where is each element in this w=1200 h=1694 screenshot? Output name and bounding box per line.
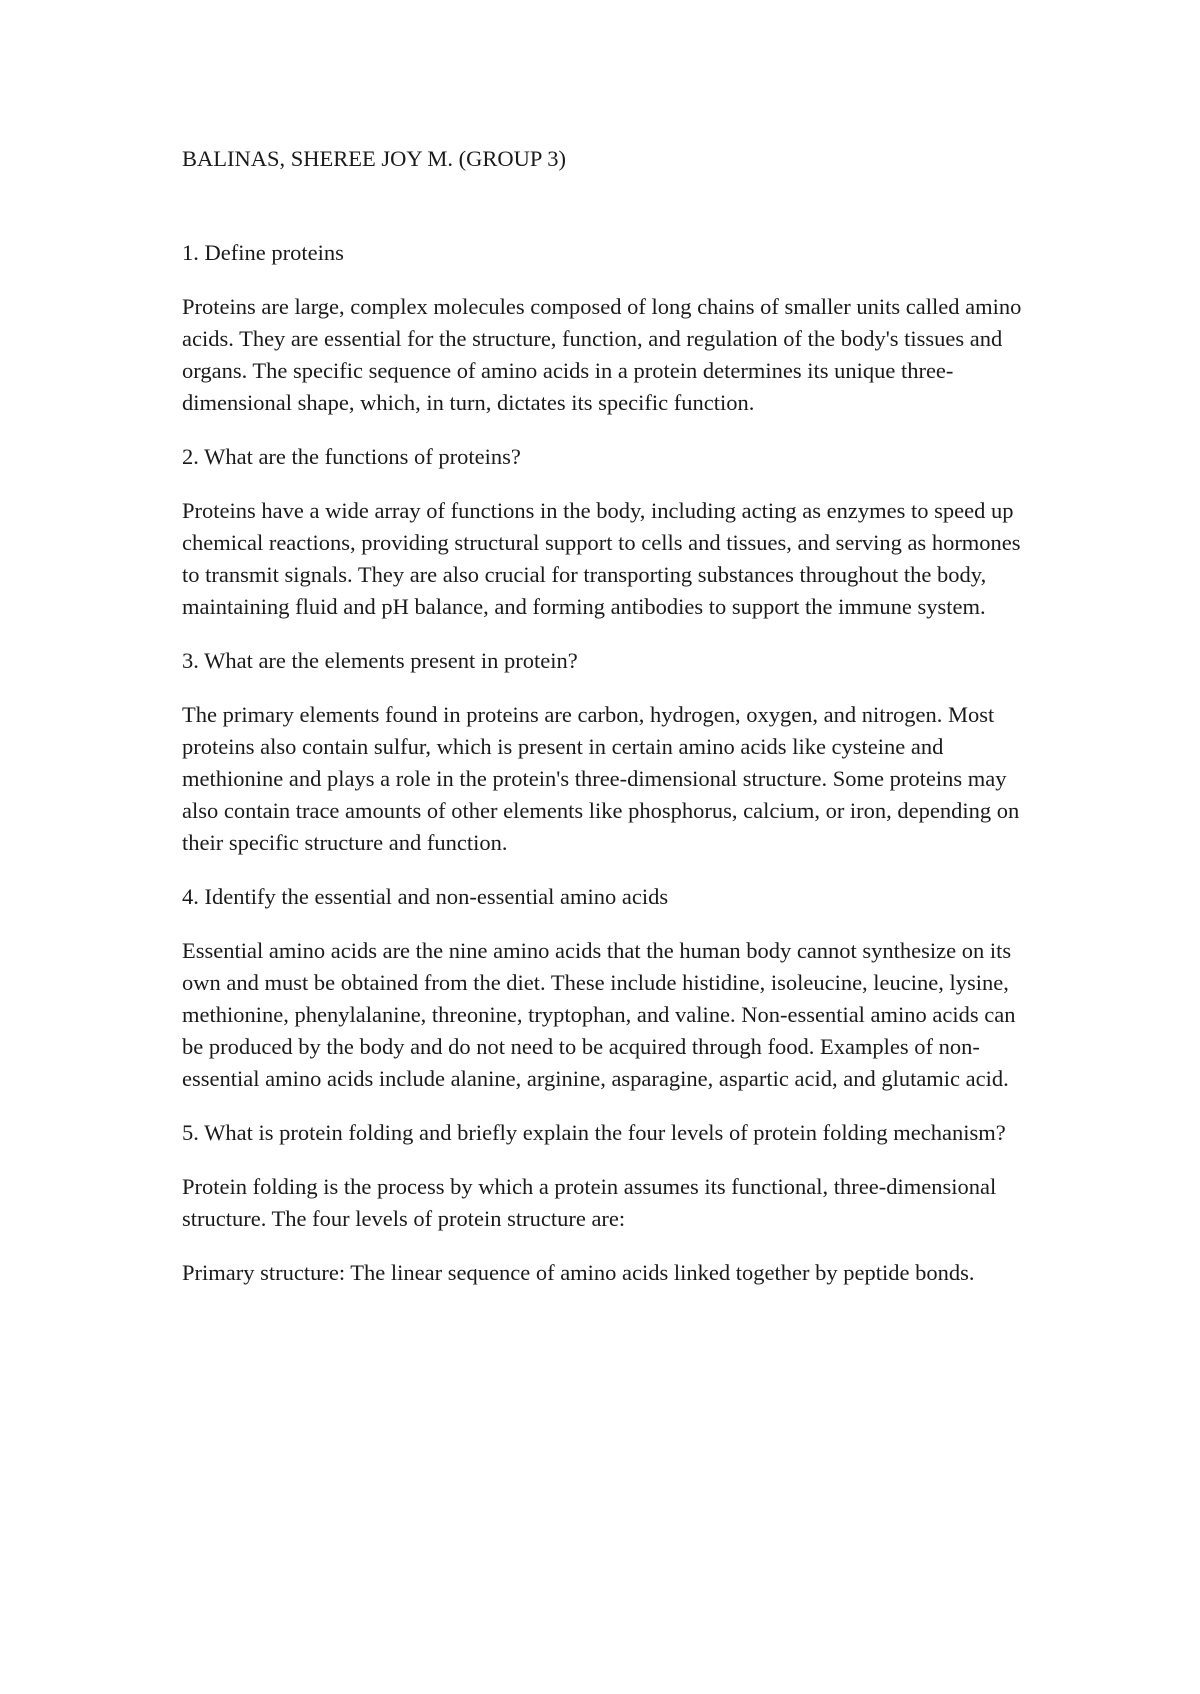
student-name-header: BALINAS, SHEREE JOY M. (GROUP 3)	[182, 146, 566, 171]
question-5: 5. What is protein folding and briefly explain the four levels of protein folding mechanism?	[182, 1120, 1006, 1145]
question-2: 2. What are the functions of proteins?	[182, 444, 521, 469]
question-1: 1. Define proteins	[182, 240, 344, 265]
answer-1: Proteins are large, complex molecules composed of long chains of smaller units called amino acids. They are essential for the structure, function, and regulation of the body's tissues and organs. The specific sequence of amino acids in a protein determines its unique three-dimensional shape, which, in turn, dictates its specific function.	[182, 294, 1022, 415]
question-4: 4. Identify the essential and non-essential amino acids	[182, 884, 669, 909]
primary-structure-paragraph: Primary structure: The linear sequence of amino acids linked together by peptide bonds.	[182, 1260, 975, 1285]
question-3: 3. What are the elements present in protein?	[182, 648, 578, 673]
answer-5: Protein folding is the process by which a protein assumes its functional, three-dimensional structure. The four levels of protein structure are:	[182, 1174, 997, 1231]
answer-4: Essential amino acids are the nine amino acids that the human body cannot synthesize on its own and must be obtained from the diet. These include histidine, isoleucine, leucine, lysine, methionine, phenylalanine, threonine, tryptophan, and valine. Non-essential amino acids can be produced by the body and do not need to be acquired through food. Examples of non-essential amino acids include alanine, arginine, asparagine, aspartic acid, and glutamic acid.	[182, 938, 1016, 1091]
answer-3: The primary elements found in proteins are carbon, hydrogen, oxygen, and nitrogen. Most proteins also contain sulfur, which is present in certain amino acids like cysteine and methionine and plays a role in the protein's three-dimensional structure. Some proteins may also contain trace amounts of other elements like phosphorus, calcium, or iron, depending on their specific structure and function.	[182, 702, 1020, 855]
document-body	[182, 143, 1032, 1311]
answer-2: Proteins have a wide array of functions in the body, including acting as enzymes to speed up chemical reactions, providing structural support to cells and tissues, and serving as hormones to transmit signals. They are also crucial for transporting substances throughout the body, maintaining fluid and pH balance, and forming antibodies to support the immune system.	[182, 498, 1021, 619]
